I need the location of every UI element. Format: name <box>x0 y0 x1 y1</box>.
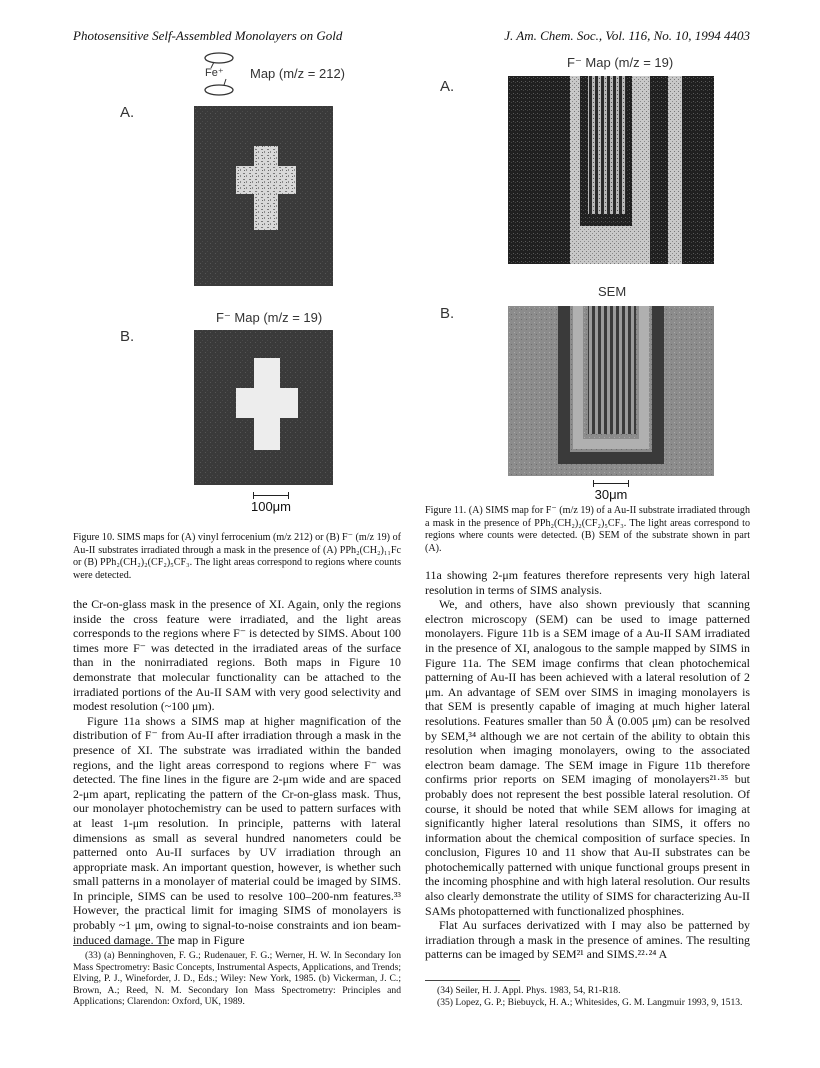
fig11-panel-b-map-label: SEM <box>598 284 627 299</box>
footnote-34: (34) Seiler, H. J. Appl. Phys. 1983, 54, R1-R18. <box>437 985 621 996</box>
fig10-panel-a-letter: A. <box>120 104 135 121</box>
right-paragraph-2: We, and others, have also shown previously that scanning electron microscopy (SEM) can be used to image patterned monolayers. Figure 11b is a SEM image of a Au-II SAM irradiated in the presence of XI, analogous to the sample mapped by SIMS in Figure 11a. The SEM image confirms that clean photochemical patterning of Au-II has been achieved with a lateral resolution of 2 μm. An advantage of SEM over SIMS in imaging monolayers is that SEM is presently capable of imaging at much higher lateral resolutions. Features smaller than 50 Å (0.005 μm) can be resolved by SEM,³⁴ although we are not certain of the ability to obtain this resolution when imaging monolayers, owing to the associated electron beam damage. The SEM image in Figure 11b therefore confirms prior reports on SEM imaging of monolayers²¹·³⁵ but probably does not represent the best possible lateral resolution. Of course, it should be noted that while SEM allows for imaging at significantly higher lateral resolutions than SIMS, it offers no information about the chemical composition of surface species. In conclusion, Figures 10 and 11 show that Au-II substrates can be photochemically patterned with unique functional groups present in the incoming phosphine and with high lateral resolution. Our results also clearly demonstrate the utility of SIMS for characterizing Au-II SAMs photopatterned with functionalized phosphines. <box>425 597 750 918</box>
right-column-text <box>425 568 750 962</box>
fig11-panel-b-letter: B. <box>440 305 455 322</box>
right-footnotes <box>425 985 750 1008</box>
left-paragraph-2: Figure 11a shows a SIMS map at higher magnification of the distribution of F⁻ from Au-II after irradiation through a mask in the presence of XI. The substrate was irradiated within the banded regions, and the light areas correspond to regions where F⁻ was detected. The fine lines in the figure are 2-μm wide and are spaced 2-μm apart, replicating the pattern of the Cr-on-glass mask. Thus, our monolayer photochemistry can be used to pattern surfaces with at least 1-μm resolution. In principle, patterns with lateral dimensions as small as several hundred nanometers could be patterned onto Au-II surfaces by UV irradiation through an appropriate mask. An important question, however, is whether such small patterns in a monolayer of material could be imaged by SIMS. In principle, SIMS can be used to resolve 100–200-nm features.³³ However, the practical limit for imaging SIMS of monolayers is probably ~1 μm, owing to signal-to-noise constraints and ion beam-induced damage. The map in Figure <box>73 713 401 947</box>
fig10-scale-bar-line <box>253 492 289 499</box>
figure10-caption: Figure 10. SIMS maps for (A) vinyl ferrocenium (m/z 212) or (B) F⁻ (m/z 19) of Au-II substrates irradiated through a mask in the presence of (A) PPh₂(CH₂)₁₁Fc or (B) PPh₂(CH₂)₂(CF₂)₅CF₃. The light areas correspond to regions where counts were detected. <box>73 532 401 581</box>
fig10-sims-map-b-image <box>194 330 333 485</box>
left-footnotes <box>73 950 401 1008</box>
fig11-panel-a-map-label: F⁻ Map (m/z = 19) <box>567 55 674 70</box>
left-column-text <box>73 597 401 947</box>
fig11-scale-bar-line <box>593 480 629 487</box>
figure11-caption: Figure 11. (A) SIMS map for F⁻ (m/z 19) of a Au-II substrate irradiated through a mask in the presence of PPh₂(CH₂)₂(CF₂)₅CF₃. The light areas correspond to regions where counts were detected. (B) SEM of the substrate shown in part (A). <box>425 505 750 554</box>
fig11-scale-bar <box>576 480 646 502</box>
footnote-35: (35) Lopez, G. P.; Biebuyck, H. A.; Whitesides, G. M. Langmuir 1993, 9, 1513. <box>437 996 743 1008</box>
fig11-sims-map-a-image <box>508 76 714 264</box>
footnote-rule-right <box>425 980 520 981</box>
ferrocene-iron-label: Fe⁺ <box>205 67 224 79</box>
footnote-rule-left <box>73 945 168 946</box>
fig10-sims-map-a <box>194 106 333 286</box>
fig11-sims-map-a <box>508 76 714 264</box>
fig11-sem-image-b-drawing <box>508 306 714 476</box>
footnote-33: (33) (a) Benninghoven, F. G.; Rudenauer, F. G.; Werner, H. W. In Secondary Ion Mass Spectrometry: Basic Concepts, Instrumental Aspects, Applications, and Trends; Elving, P. J., Wineforder, J. D., Eds.; Wiley: New York, 1985. (b) Vickerman, J. C.; Brown, A.; Reed, N. M. Secondary Ion Mass Spectrometry: Principles and Applications; Clarendon: Oxford, UK, 1989. <box>73 950 401 1008</box>
running-header-title: Photosensitive Self-Assembled Monolayers on Gold <box>73 28 343 43</box>
fig11-sem-image-b <box>508 306 714 476</box>
right-paragraph-1: 11a showing 2-μm features therefore represents very high lateral resolution in terms of SIMS analysis. <box>425 568 750 597</box>
fig10-sims-map-a-image <box>194 106 333 286</box>
fig10-panel-b-map-label: F⁻ Map (m/z = 19) <box>216 310 323 325</box>
fig10-scale-bar <box>236 492 306 514</box>
fig11-scale-label: 30μm <box>594 487 628 502</box>
fig11-panel-a-letter: A. <box>440 78 455 95</box>
fig10-sims-map-b <box>194 330 333 485</box>
right-paragraph-3: Flat Au surfaces derivatized with I may also be patterned by irradiation through a mask in the presence of amines. The resulting patterns can be imaged by SEM²¹ and SIMS.²²·²⁴ A <box>425 918 750 962</box>
fig10-panel-b-letter: B. <box>120 328 135 345</box>
fig10-scale-label: 100μm <box>250 499 291 514</box>
running-header-journal: J. Am. Chem. Soc., Vol. 116, No. 10, 1994 4403 <box>504 28 750 43</box>
fig10-panel-a-map-label: Map (m/z = 212) <box>250 66 346 81</box>
left-paragraph-1: the Cr-on-glass mask in the presence of XI. Again, only the regions inside the cross feature were irradiated, and the light areas corresponds to the regions where F⁻ is detected by SIMS. About 100 times more F⁻ was detected in the irradiated areas of the surface than in the nonirradiated regions. Both maps in Figure 10 demonstrate that molecular functionality can be attached to the irradiated portions of the Au-II SAM with very good selectivity and modest resolution (~100 μm). <box>73 597 401 714</box>
